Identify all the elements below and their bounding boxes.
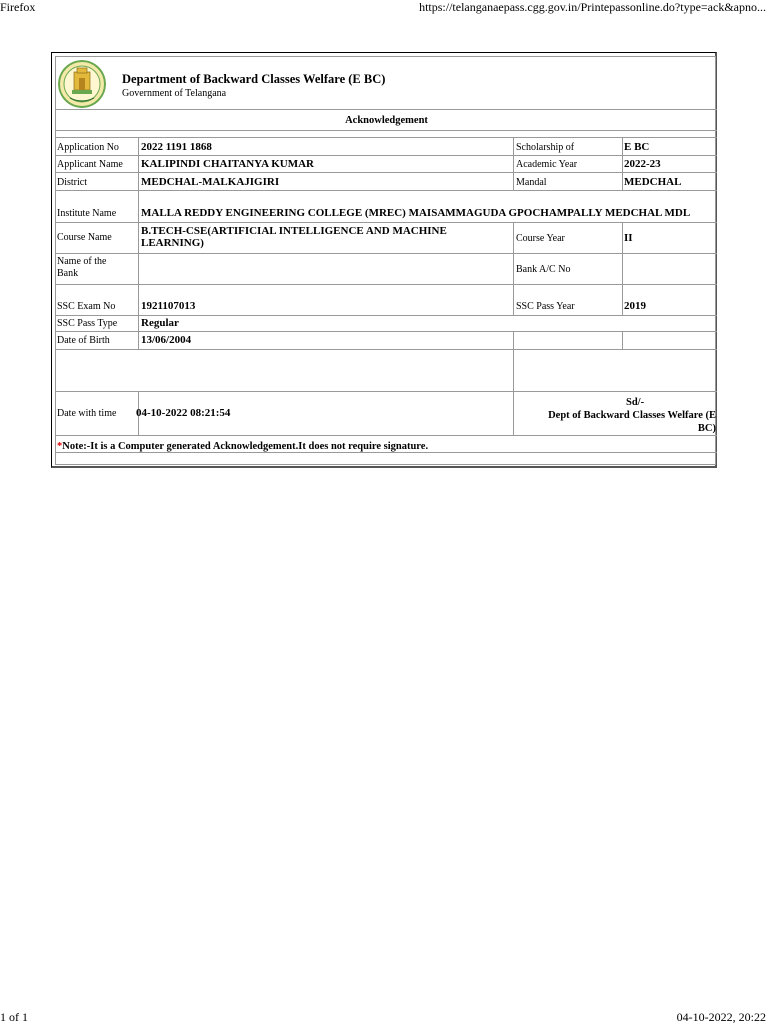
applicant-name-label: Applicant Name — [57, 159, 123, 170]
district-value: MEDCHAL-MALKAJIGIRI — [141, 176, 280, 188]
signature-department-line1: Dept of Backward Classes Welfare (E — [548, 410, 716, 421]
browser-name: Firefox — [0, 0, 36, 14]
ssc-pass-year-value: 2019 — [624, 300, 646, 312]
application-no-value: 2022 1191 1868 — [141, 141, 212, 153]
institute-value: MALLA REDDY ENGINEERING COLLEGE (MREC) MAISAMMAGUDA GPOCHAMPALLY MEDCHAL MDL — [141, 207, 691, 219]
ssc-exam-no-label: SSC Exam No — [57, 301, 116, 312]
signature-sd: Sd/- — [626, 397, 645, 408]
note-star: * — [57, 441, 63, 452]
academic-year-label: Academic Year — [516, 159, 578, 170]
date-time-value: 04-10-2022 08:21:54 — [136, 407, 231, 419]
course-name-value-line1: B.TECH-CSE(ARTIFICIAL INTELLIGENCE AND MACHINE — [141, 225, 447, 237]
page-count: 1 of 1 — [0, 1010, 28, 1024]
ssc-pass-year-label: SSC Pass Year — [516, 301, 575, 312]
print-datetime: 04-10-2022, 20:22 — [676, 1010, 766, 1024]
institute-label: Institute Name — [57, 208, 117, 219]
course-year-label: Course Year — [516, 233, 565, 244]
dob-label: Date of Birth — [57, 335, 110, 346]
signature-department — [518, 409, 716, 435]
scholarship-value: E BC — [624, 141, 650, 153]
note-text: Note:-It is a Computer generated Acknowledgement.It does not require signature. — [62, 441, 429, 452]
signature-department-line2: BC) — [697, 423, 716, 434]
ssc-pass-type-label: SSC Pass Type — [57, 318, 118, 329]
district-label: District — [57, 177, 87, 188]
bank-name-label-line1: Name of the — [57, 256, 107, 267]
bank-name-label-line2: Bank — [57, 268, 79, 279]
dob-value: 13/06/2004 — [141, 334, 192, 346]
telangana-emblem-icon — [58, 60, 106, 108]
bank-ac-label: Bank A/C No — [516, 264, 571, 275]
course-name-label: Course Name — [57, 232, 112, 243]
ssc-exam-no-value: 1921107013 — [141, 300, 196, 312]
date-time-label: Date with time — [57, 408, 117, 419]
computer-generated-note — [57, 441, 428, 452]
government-name: Government of Telangana — [122, 88, 227, 99]
course-year-value: II — [624, 232, 633, 244]
ssc-pass-type-value: Regular — [141, 317, 179, 329]
academic-year-value: 2022-23 — [624, 158, 661, 170]
acknowledgement-form — [51, 52, 717, 468]
application-no-label: Application No — [57, 142, 119, 153]
form-inner — [55, 56, 716, 465]
department-name: Department of Backward Classes Welfare (E BC) — [122, 72, 386, 86]
mandal-value: MEDCHAL — [624, 176, 682, 188]
applicant-name-value: KALIPINDI CHAITANYA KUMAR — [141, 158, 314, 170]
page-title: Acknowledgement — [345, 115, 428, 126]
page-url: https://telanganaepass.cgg.gov.in/Printepassonline.do?type=ack&apno... — [419, 0, 766, 14]
course-name-value-line2: LEARNING) — [141, 237, 204, 249]
mandal-label: Mandal — [516, 177, 547, 188]
scholarship-label: Scholarship of — [516, 142, 575, 153]
